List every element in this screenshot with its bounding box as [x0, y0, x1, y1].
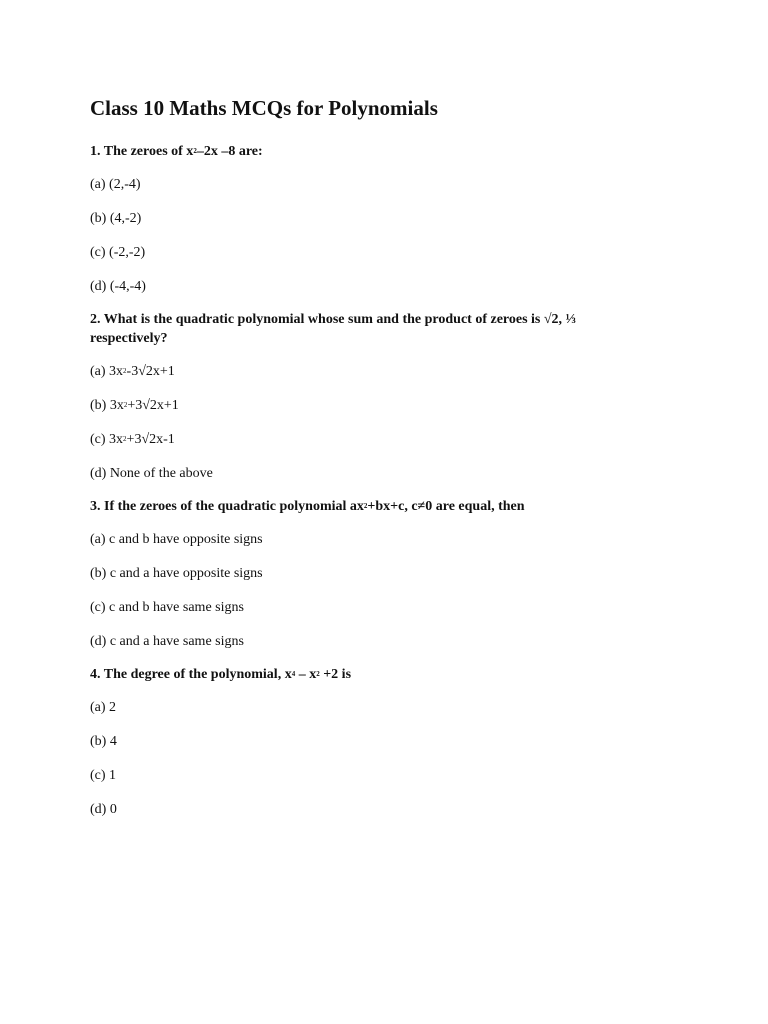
- q3-option-d: (d) c and a have same signs: [90, 634, 244, 649]
- question-3: [90, 497, 690, 516]
- question-text: 1. The zeroes of x: [90, 144, 194, 159]
- q3-option-b: (b) c and a have opposite signs: [90, 566, 263, 581]
- option-text: (a) 3x: [90, 364, 124, 379]
- question-text: +2 is: [319, 667, 352, 682]
- superscript: 2: [123, 401, 128, 409]
- document-page: [90, 94, 690, 819]
- question-1: [90, 142, 690, 161]
- page-title: Class 10 Maths MCQs for Polynomials: [90, 96, 438, 120]
- q2-option-c: [90, 430, 690, 449]
- q1-option-c: (c) (-2,-2): [90, 245, 146, 260]
- superscript: 2: [316, 670, 320, 678]
- question-text: 4. The degree of the polynomial, x: [90, 667, 292, 682]
- q1-option-a: (a) (2,-4): [90, 177, 141, 192]
- q3-option-c: (c) c and b have same signs: [90, 600, 244, 615]
- question-4: [90, 665, 690, 684]
- q2-option-a: [90, 362, 690, 381]
- question-text: –2x –8 are:: [196, 144, 263, 159]
- question-text: – x: [295, 667, 317, 682]
- question-text: 3. If the zeroes of the quadratic polynomial ax: [90, 499, 364, 514]
- q2-option-d: (d) None of the above: [90, 466, 213, 481]
- question-2: [90, 310, 690, 348]
- superscript: 2: [363, 502, 368, 510]
- q2-option-b: [90, 396, 690, 415]
- q4-option-a: (a) 2: [90, 700, 117, 715]
- question-text-line-2: respectively?: [90, 331, 168, 346]
- q4-option-d: (d) 0: [90, 802, 117, 817]
- option-text: (b) 3x: [90, 398, 124, 413]
- superscript: 2: [123, 435, 127, 443]
- superscript: 2: [123, 367, 127, 375]
- superscript: 2: [193, 147, 197, 155]
- q3-option-a: (a) c and b have opposite signs: [90, 532, 263, 547]
- q1-option-d: (d) (-4,-4): [90, 279, 146, 294]
- question-text-line-1: 2. What is the quadratic polynomial whose sum and the product of zeroes is √2, ⅓: [90, 312, 577, 327]
- superscript: 4: [291, 670, 296, 678]
- question-text: +bx+c, c≠0 are equal, then: [367, 499, 525, 514]
- option-text: +3√2x-1: [126, 432, 175, 447]
- option-text: (c) 3x: [90, 432, 124, 447]
- q1-option-b: (b) (4,-2): [90, 211, 142, 226]
- q4-option-b: (b) 4: [90, 734, 117, 749]
- option-text: +3√2x+1: [127, 398, 179, 413]
- q4-option-c: (c) 1: [90, 768, 117, 783]
- option-text: -3√2x+1: [126, 364, 175, 379]
